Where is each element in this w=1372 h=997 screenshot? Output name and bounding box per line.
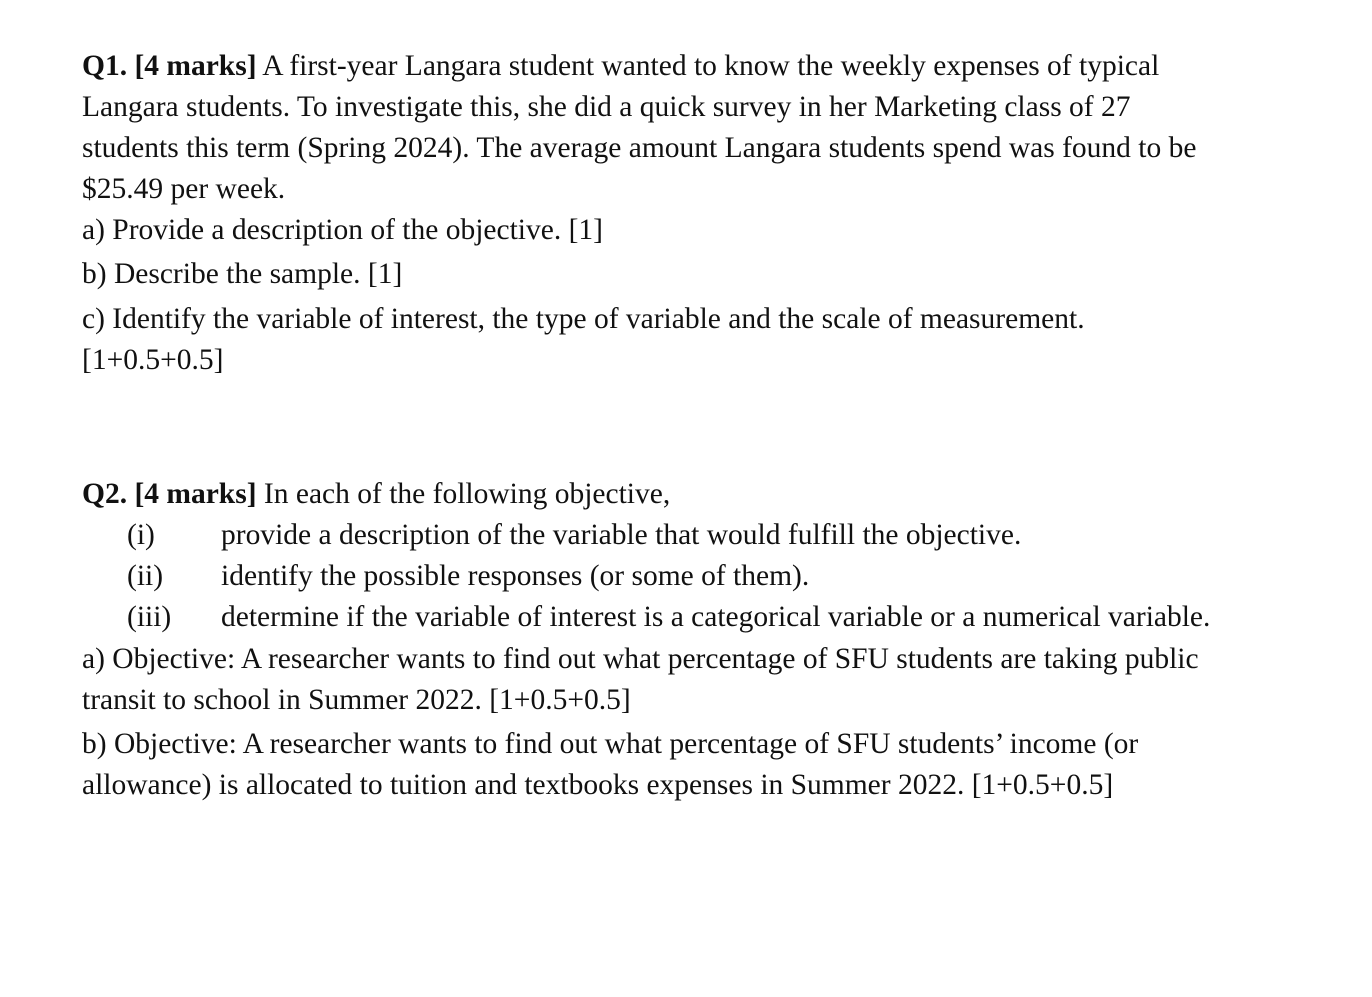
q1-part-c-line-2: [1+0.5+0.5] bbox=[82, 344, 224, 376]
q1-part-c-line-1: c) Identify the variable of interest, the type of variable and the scale of measurement. bbox=[82, 303, 1085, 335]
q2-part-b-line-2: allowance) is allocated to tuition and textbooks expenses in Summer 2022. [1+0.5+0.5] bbox=[82, 769, 1114, 801]
q1-line-4: $25.49 per week. bbox=[82, 173, 286, 205]
q2-heading: Q2. [4 marks] bbox=[82, 478, 257, 510]
q2-part-a-line-1: a) Objective: A researcher wants to find out what percentage of SFU students are taking public bbox=[82, 643, 1199, 675]
q1-part-b: b) Describe the sample. [1] bbox=[82, 258, 403, 290]
q2-intro-text: In each of the following objective, bbox=[263, 478, 671, 510]
q2-sub-marker-iii: (iii) bbox=[127, 601, 172, 633]
q2-sub-text-iii: determine if the variable of interest is a categorical variable or a numerical variable. bbox=[221, 601, 1211, 633]
q1-heading: Q1. [4 marks] bbox=[82, 50, 257, 82]
q2-sub-text-ii: identify the possible responses (or some of them). bbox=[221, 560, 810, 592]
q2-line-1 bbox=[82, 480, 670, 510]
q1-line-3: students this term (Spring 2024). The average amount Langara students spend was found to be bbox=[82, 132, 1197, 164]
q1-line-1 bbox=[82, 52, 1159, 82]
q2-part-b-line-1: b) Objective: A researcher wants to find out what percentage of SFU students’ income (or bbox=[82, 728, 1139, 760]
q2-sub-marker-i: (i) bbox=[127, 519, 155, 551]
q2-sub-marker-ii: (ii) bbox=[127, 560, 164, 592]
q2-part-a-line-2: transit to school in Summer 2022. [1+0.5+0.5] bbox=[82, 684, 631, 716]
q2-sub-text-i: provide a description of the variable that would fulfill the objective. bbox=[221, 519, 1022, 551]
q1-line-2: Langara students. To investigate this, she did a quick survey in her Marketing class of 27 bbox=[82, 91, 1131, 123]
q1-part-a: a) Provide a description of the objective. [1] bbox=[82, 214, 603, 246]
q1-intro-text: A first-year Langara student wanted to know the weekly expenses of typical bbox=[262, 50, 1160, 82]
